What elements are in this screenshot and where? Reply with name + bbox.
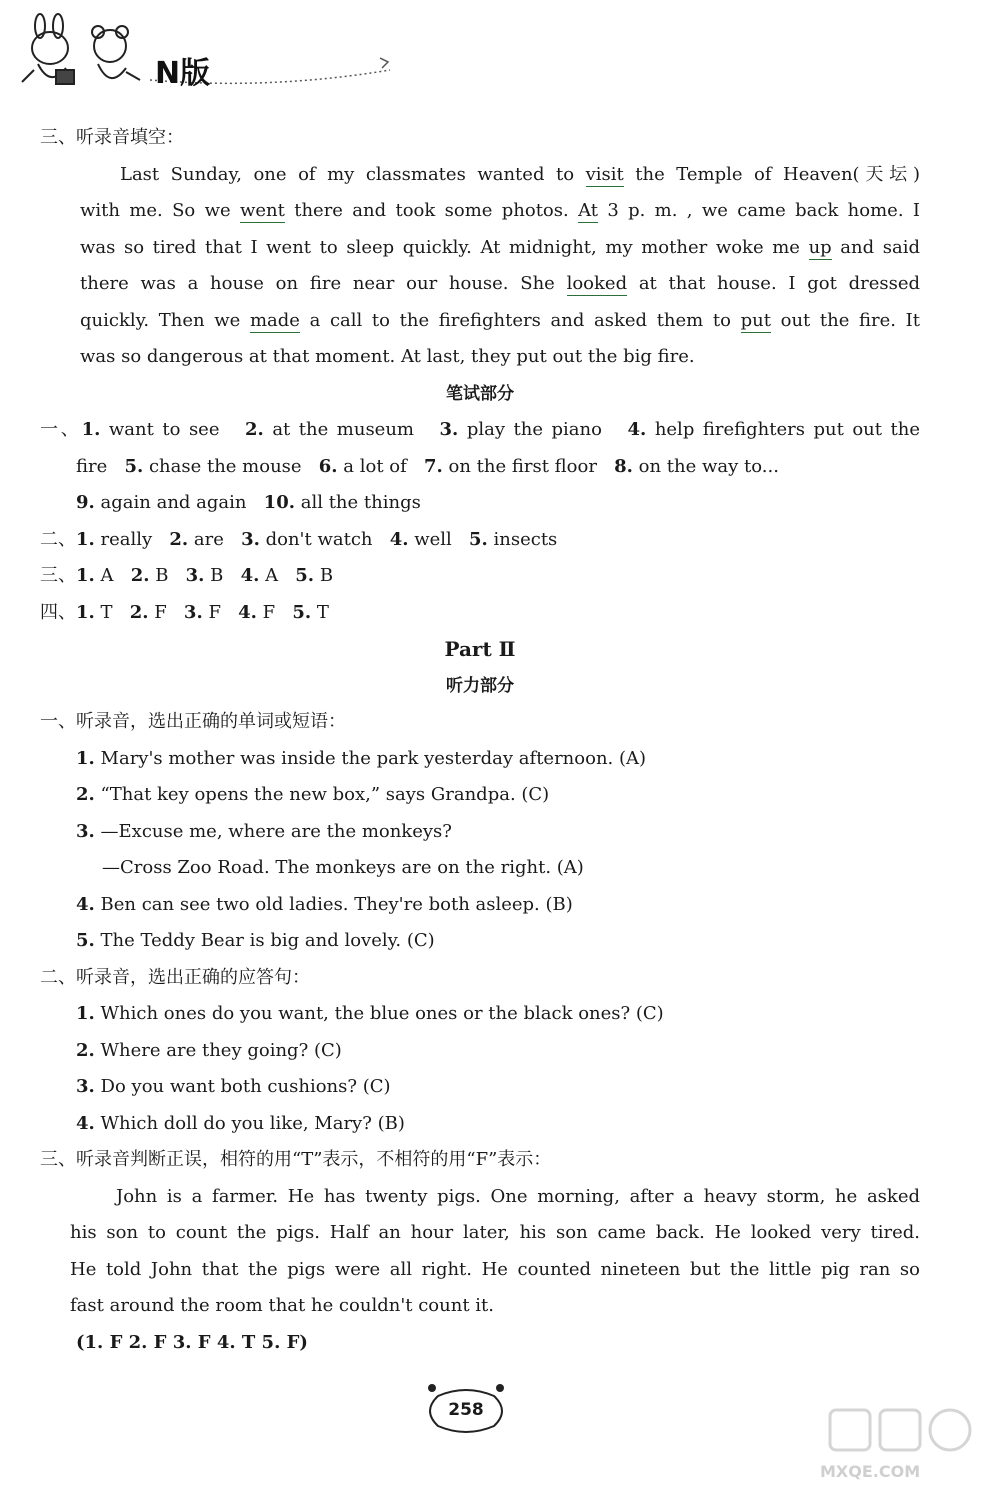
watermark [820, 1400, 990, 1490]
edition-label: N版 [155, 56, 211, 91]
passage-line: John is a farmer. He has twenty pigs. One morning, after a heavy storm, he asked [116, 1185, 920, 1207]
section-title: 一、听录音，选出正确的单词或短语： [40, 711, 346, 732]
answer-item: —Cross Zoo Road. The monkeys are on the right. (A) [102, 857, 584, 878]
section-title: 三、听录音填空： [40, 127, 184, 148]
answer-row: 一、1. want to see 2. at the museum 3. play the piano 4. help firefighters put out the [40, 419, 920, 440]
passage-line: there was a house on fire near our house. She looked at that house. I got dressed [80, 273, 920, 294]
answer-word: made [249, 309, 300, 331]
section-heading: 听力部分 [446, 675, 514, 696]
answer-word: At [578, 200, 598, 221]
passage-line: quickly. Then we made a call to the firefighters and asked them to put out the fire. It [80, 309, 921, 331]
answer-word: visit [585, 163, 624, 185]
answer-content [40, 120, 920, 1361]
fill-blank-passage [40, 157, 920, 376]
section-title: 二、听录音，选出正确的应答句： [40, 966, 310, 988]
answer-item: 2. Where are they going? (C) [76, 1039, 342, 1061]
section-heading: 笔试部分 [446, 383, 514, 404]
passage-line: fast around the room that he couldn't count it. [70, 1295, 494, 1316]
answer-item: 1. Which ones do you want, the blue ones or the black ones? (C) [76, 1003, 664, 1024]
answer-item: 2. “That key opens the new box,” says Grandpa. (C) [76, 784, 550, 805]
passage-line: with me. So we went there and took some photos. At 3 p. m. , we came back home. I [80, 200, 920, 221]
passage-line: was so tired that I went to sleep quickly. At midnight, my mother woke me up and said [80, 236, 920, 258]
passage-line: Last Sunday, one of my classmates wanted to visit the Temple of Heaven(天坛) [120, 163, 920, 185]
answer-key: (1. F 2. F 3. F 4. T 5. F) [76, 1331, 308, 1353]
answer-word: put [740, 309, 771, 331]
answer-row: 二、1. really 2. are 3. don't watch 4. well 5. insects [40, 528, 558, 550]
section-title: 三、听录音判断正误，相符的用“T”表示，不相符的用“F”表示： [40, 1149, 552, 1170]
answer-item: 5. The Teddy Bear is big and lovely. (C) [76, 930, 435, 951]
watermark-logo-icon [820, 1400, 990, 1460]
answer-word: looked [566, 273, 628, 294]
answer-row: 三、1. A 2. B 3. B 4. A 5. B [40, 565, 334, 586]
answer-item: 3. —Excuse me, where are the monkeys? [76, 820, 452, 842]
answer-word: up [808, 236, 832, 258]
passage-line: He told John that the pigs were all right. He counted nineteen but the little pig ran so [70, 1258, 920, 1280]
answer-word: went [240, 200, 285, 221]
answer-item: 4. Which doll do you like, Mary? (B) [76, 1112, 405, 1134]
page-header [10, 8, 430, 98]
answer-row: 9. again and again 10. all the things [76, 492, 421, 513]
part-heading: Part Ⅱ [444, 637, 516, 661]
passage-line: was so dangerous at that moment. At last, they put out the big fire. [80, 346, 695, 367]
answer-item: 3. Do you want both cushions? (C) [76, 1076, 391, 1097]
answer-row: 四、1. T 2. F 3. F 4. F 5. T [40, 601, 329, 623]
page-number-badge [418, 1378, 514, 1444]
page-number: 258 [448, 1400, 484, 1420]
watermark-text: MXQE.COM [820, 1462, 921, 1481]
answer-item: 1. Mary's mother was inside the park yesterday afternoon. (A) [76, 747, 647, 769]
listening-passage [40, 1179, 920, 1325]
answer-item: 4. Ben can see two old ladies. They're both asleep. (B) [76, 893, 573, 915]
answer-row: fire 5. chase the mouse 6. a lot of 7. on the first floor 8. on the way to... [76, 455, 779, 477]
cartoon-animals-icon [10, 8, 430, 98]
passage-line: his son to count the pigs. Half an hour later, his son came back. He looked very tired. [70, 1222, 920, 1243]
